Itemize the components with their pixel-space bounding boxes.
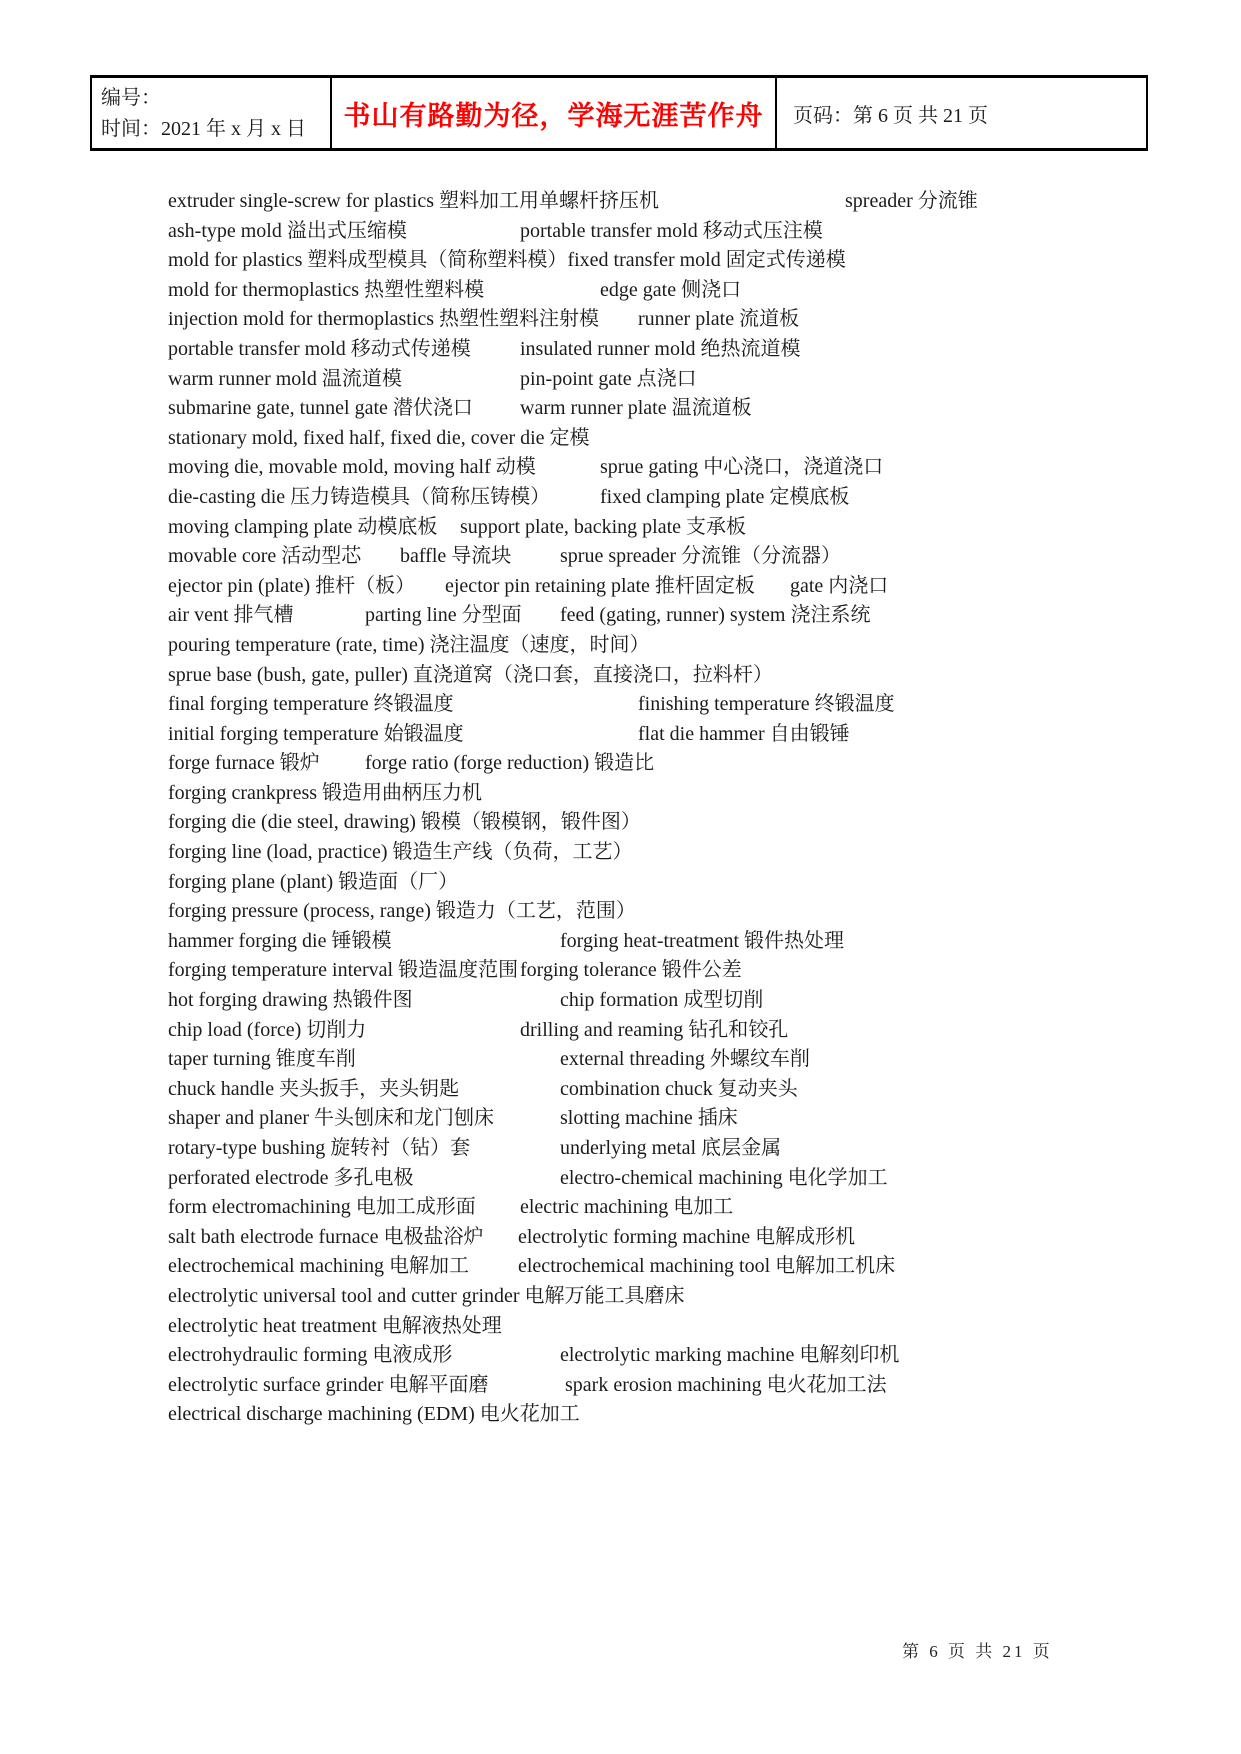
- glossary-line: [168, 690, 1108, 720]
- term-entry: fixed transfer mold 固定式传递模: [567, 249, 846, 272]
- glossary-line: [168, 838, 1108, 868]
- glossary-line: [168, 394, 1108, 424]
- term-entry: chip load (force) 切削力: [168, 1018, 367, 1041]
- term-entry: salt bath electrode furnace 电极盐浴炉: [168, 1225, 484, 1248]
- glossary-line: [168, 513, 1108, 543]
- term-entry: forging die (die steel, drawing) 锻模（锻模钢，锻件图）: [168, 811, 641, 834]
- glossary-line: [168, 1104, 1108, 1134]
- term-entry: finishing temperature 终锻温度: [638, 693, 895, 716]
- term-entry: flat die hammer 自由锻锤: [638, 722, 850, 745]
- term-entry: combination chuck 复动夹头: [560, 1077, 798, 1100]
- term-entry: pin-point gate 点浇口: [520, 367, 697, 390]
- page-number-label: 页码：第 6 页 共 21 页: [793, 104, 988, 127]
- term-entry: chuck handle 夹头扳手，夹头钥匙: [168, 1077, 460, 1100]
- glossary-line: [168, 1075, 1108, 1105]
- header-cell-meta: [90, 78, 330, 148]
- term-entry: electro-chemical machining 电化学加工: [560, 1166, 888, 1189]
- term-entry: perforated electrode 多孔电极: [168, 1166, 414, 1189]
- motto-text: 书山有路勤为径，学海无涯苦作舟: [343, 100, 764, 131]
- glossary-line: [168, 1252, 1108, 1282]
- term-entry: injection mold for thermoplastics 热塑性塑料注射模: [168, 308, 600, 331]
- term-entry: movable core 活动型芯: [168, 545, 362, 568]
- glossary-line: [168, 483, 1108, 513]
- term-entry: air vent 排气槽: [168, 604, 294, 627]
- term-entry: electrolytic forming machine 电解成形机: [518, 1225, 856, 1248]
- term-entry: feed (gating, runner) system 浇注系统: [560, 604, 871, 627]
- header-cell-motto: [330, 78, 775, 148]
- term-entry: ash-type mold 溢出式压缩模: [168, 219, 407, 242]
- glossary-line: [168, 1371, 1108, 1401]
- term-entry: external threading 外螺纹车削: [560, 1048, 810, 1071]
- term-entry: hot forging drawing 热锻件图: [168, 989, 413, 1012]
- glossary-line: [168, 1045, 1108, 1075]
- term-entry: portable transfer mold 移动式传递模: [168, 337, 471, 360]
- glossary-line: [168, 305, 1108, 335]
- glossary-content: [168, 187, 1108, 1430]
- term-entry: baffle 导流块: [400, 545, 512, 568]
- term-entry: initial forging temperature 始锻温度: [168, 722, 464, 745]
- term-entry: chip formation 成型切削: [560, 989, 764, 1012]
- term-entry: insulated runner mold 绝热流道模: [520, 337, 801, 360]
- glossary-line: [168, 1193, 1108, 1223]
- term-entry: sprue gating 中心浇口，浇道浇口: [600, 456, 884, 479]
- term-entry: taper turning 锥度车削: [168, 1048, 356, 1071]
- glossary-line: [168, 956, 1108, 986]
- term-entry: extruder single-screw for plastics 塑料加工用单螺杆挤压机: [168, 190, 660, 212]
- glossary-line: [168, 897, 1108, 927]
- glossary-line: [168, 927, 1108, 957]
- term-entry: rotary-type bushing 旋转衬（钻）套: [168, 1137, 471, 1159]
- term-entry: mold for plastics 塑料成型模具（简称塑料模）: [168, 249, 568, 272]
- term-entry: electrolytic heat treatment 电解液热处理: [168, 1314, 502, 1337]
- term-entry: forging heat-treatment 锻件热处理: [560, 929, 845, 952]
- term-entry: shaper and planer 牛头刨床和龙门刨床: [168, 1107, 495, 1130]
- term-entry: die-casting die 压力铸造模具（简称压铸模）: [168, 485, 551, 508]
- glossary-line: [168, 868, 1108, 898]
- glossary-line: [168, 246, 1108, 276]
- glossary-line: [168, 1016, 1108, 1046]
- term-entry: portable transfer mold 移动式压注模: [520, 219, 823, 242]
- term-entry: warm runner mold 温流道模: [168, 367, 402, 390]
- term-entry: electrochemical machining 电解加工: [168, 1255, 470, 1278]
- glossary-line: [168, 335, 1108, 365]
- term-entry: hammer forging die 锤锻模: [168, 929, 392, 952]
- term-entry: submarine gate, tunnel gate 潜伏浇口: [168, 397, 473, 420]
- term-entry: electrochemical machining tool 电解加工机床: [518, 1255, 896, 1278]
- glossary-line: [168, 661, 1108, 691]
- term-entry: slotting machine 插床: [560, 1107, 738, 1130]
- term-entry: warm runner plate 温流道板: [520, 397, 752, 420]
- term-entry: electrical discharge machining (EDM) 电火花加工: [168, 1403, 580, 1426]
- page-footer: 第 6 页 共 21 页: [902, 1642, 1053, 1661]
- term-entry: electrolytic surface grinder 电解平面磨: [168, 1373, 489, 1396]
- glossary-line: [168, 1282, 1108, 1312]
- term-entry: mold for thermoplastics 热塑性塑料模: [168, 278, 485, 301]
- glossary-line: [168, 720, 1108, 750]
- glossary-line: [168, 187, 1108, 217]
- glossary-line: [168, 365, 1108, 395]
- glossary-line: [168, 1400, 1108, 1430]
- term-entry: spreader 分流锥: [845, 190, 978, 212]
- term-entry: spark erosion machining 电火花加工法: [565, 1373, 887, 1396]
- term-entry: moving die, movable mold, moving half 动模: [168, 456, 536, 479]
- term-entry: forging crankpress 锻造用曲柄压力机: [168, 781, 483, 804]
- glossary-line: [168, 749, 1108, 779]
- term-entry: underlying metal 底层金属: [560, 1137, 782, 1159]
- term-entry: final forging temperature 终锻温度: [168, 693, 454, 716]
- glossary-line: [168, 601, 1108, 631]
- glossary-line: [168, 217, 1108, 247]
- glossary-line: [168, 986, 1108, 1016]
- term-entry: form electromachining 电加工成形面: [168, 1196, 476, 1219]
- header-cell-page: [775, 78, 1148, 148]
- term-entry: runner plate 流道板: [638, 308, 800, 331]
- glossary-line: [168, 779, 1108, 809]
- term-entry: sprue base (bush, gate, puller) 直浇道窝（浇口套，直接浇口，拉料杆）: [168, 663, 773, 686]
- term-entry: forging plane (plant) 锻造面（厂）: [168, 870, 459, 893]
- glossary-line: [168, 1341, 1108, 1371]
- term-entry: moving clamping plate 动模底板: [168, 515, 438, 538]
- glossary-line: [168, 1223, 1108, 1253]
- term-entry: pouring temperature (rate, time) 浇注温度（速度，时间）: [168, 633, 650, 656]
- term-entry: fixed clamping plate 定模底板: [600, 485, 850, 508]
- term-entry: forge furnace 锻炉: [168, 752, 320, 775]
- header-table: [90, 75, 1148, 151]
- doc-time-label: 时间：2021 年 x 月 x 日: [101, 118, 306, 140]
- glossary-line: [168, 424, 1108, 454]
- doc-number-label: 编号：: [101, 87, 161, 109]
- term-entry: forging temperature interval 锻造温度范围: [168, 959, 519, 982]
- glossary-line: [168, 1312, 1108, 1342]
- glossary-line: [168, 542, 1108, 572]
- term-entry: forging line (load, practice) 锻造生产线（负荷，工艺）: [168, 841, 633, 864]
- glossary-line: [168, 572, 1108, 602]
- term-entry: electrolytic universal tool and cutter grinder 电解万能工具磨床: [168, 1284, 685, 1307]
- term-entry: drilling and reaming 钻孔和铰孔: [520, 1018, 789, 1041]
- term-entry: parting line 分型面: [365, 604, 522, 627]
- glossary-line: [168, 808, 1108, 838]
- term-entry: forging tolerance 锻件公差: [520, 959, 742, 982]
- glossary-line: [168, 1164, 1108, 1194]
- glossary-line: [168, 631, 1108, 661]
- term-entry: electrolytic marking machine 电解刻印机: [560, 1344, 900, 1367]
- term-entry: support plate, backing plate 支承板: [460, 515, 747, 538]
- term-entry: electrohydraulic forming 电液成形: [168, 1344, 453, 1367]
- term-entry: ejector pin retaining plate 推杆固定板: [445, 574, 755, 597]
- term-entry: sprue spreader 分流锥（分流器）: [560, 545, 842, 568]
- term-entry: forging pressure (process, range) 锻造力（工艺，范围）: [168, 900, 636, 923]
- term-entry: ejector pin (plate) 推杆（板）: [168, 574, 416, 597]
- term-entry: electric machining 电加工: [520, 1196, 734, 1219]
- term-entry: gate 内浇口: [790, 574, 889, 597]
- glossary-line: [168, 453, 1108, 483]
- glossary-line: [168, 276, 1108, 306]
- glossary-line: [168, 1134, 1108, 1164]
- term-entry: stationary mold, fixed half, fixed die, cover die 定模: [168, 426, 590, 449]
- term-entry: edge gate 侧浇口: [600, 278, 742, 301]
- term-entry: forge ratio (forge reduction) 锻造比: [365, 752, 655, 775]
